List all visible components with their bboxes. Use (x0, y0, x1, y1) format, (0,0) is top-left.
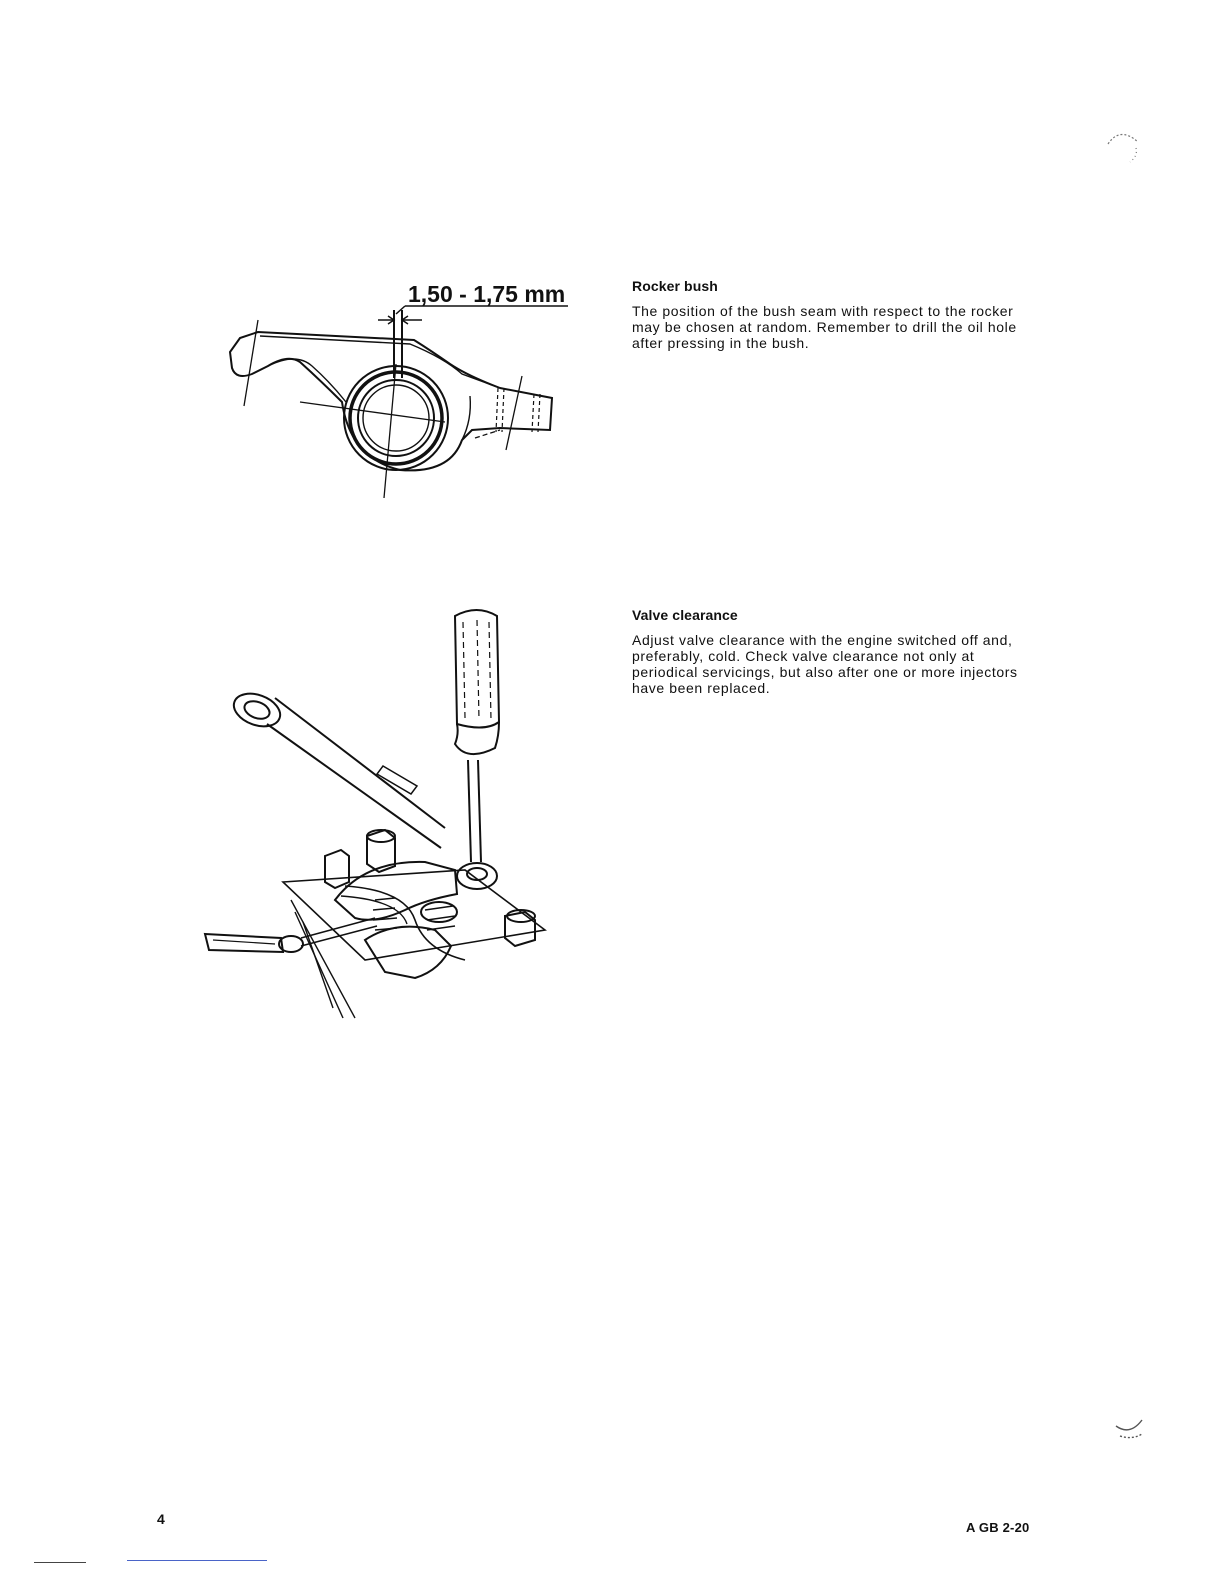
scan-mark-bottom-right (1112, 1412, 1152, 1448)
valve-clearance-heading: Valve clearance (632, 607, 738, 623)
document-code: A GB 2-20 (966, 1520, 1030, 1535)
valve-clearance-text: Adjust valve clearance with the engine switched off and, preferably, cold. Check valve clearance not only at periodical servicings, but also after one or more injectors have been replaced. (632, 632, 1018, 696)
dimension-label: 1,50 - 1,75 mm (408, 281, 566, 307)
footer-rule-blue (127, 1560, 267, 1561)
footer-rule-left (34, 1562, 86, 1563)
rocker-bush-heading: Rocker bush (632, 278, 718, 294)
valve-clearance-section (632, 607, 1042, 696)
rocker-bush-illustration (200, 270, 590, 510)
page-number: 4 (157, 1511, 165, 1527)
valve-clearance-illustration (195, 600, 560, 1020)
rocker-bush-section (632, 278, 1042, 351)
rocker-bush-text: The position of the bush seam with respect to the rocker may be chosen at random. Remember to drill the oil hole after pressing in the bush. (632, 303, 1017, 351)
scan-mark-top-right (1100, 122, 1148, 170)
